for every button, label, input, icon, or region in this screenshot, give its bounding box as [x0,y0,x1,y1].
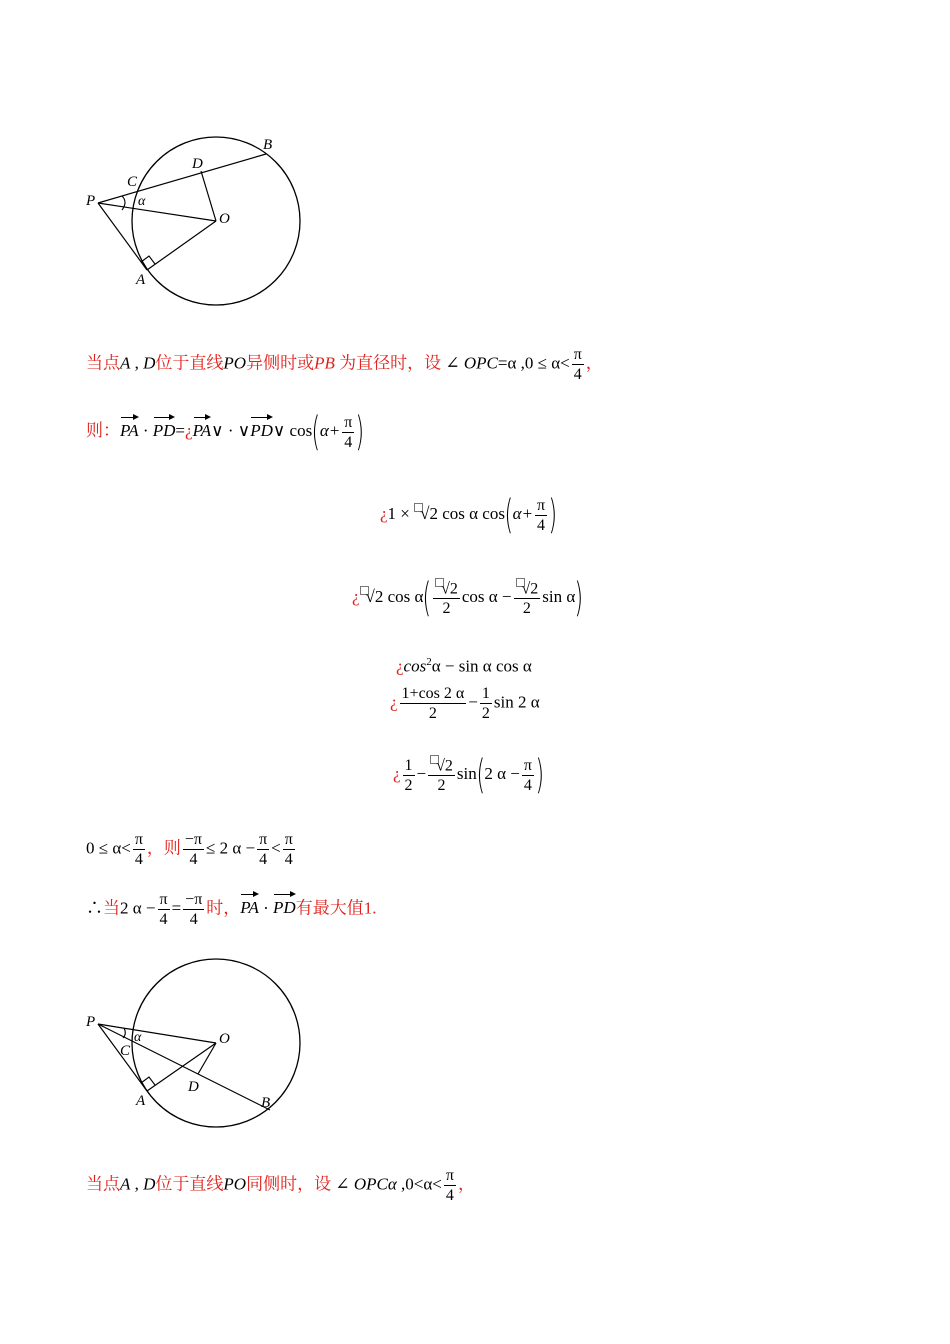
segment-od [201,171,216,221]
label-alpha: α [138,194,146,209]
segment-pb [98,154,266,203]
label-o: O [219,211,230,227]
segment-po [98,203,216,221]
label-p: P [86,193,96,209]
alpha-range: 0 ≤ α< $\frac{\pi}{4}$ ，则 $\frac{-\pi}{4}$ ≤ 2 α − $\frac{\pi}{4}$ < $\frac{\pi}{4}$ [86,831,293,868]
label-alpha: α [134,1030,142,1045]
step-3: ¿$\cos^2\alpha - \sin \alpha$ cos α [396,656,532,676]
segment-ao [147,1043,216,1091]
dot-product-expansion: 则：PA · PD=¿PA∨ · ∨PD∨ cos(α+ $\frac{\pi}{4}$ ) [86,409,365,455]
label-p: P [86,1014,96,1030]
step-5: ¿ $\frac{1}{2}$ − $\frac{√2}{2}$ sin(2 α − $\frac{\pi}{4}$ ) [393,752,545,799]
label-c: C [127,174,138,190]
label-b: B [263,137,273,153]
figure-case-opposite [80,130,320,320]
step-1: ¿1 × √2 cos α cos(α+ $\frac{\pi}{4}$ ) [380,492,558,538]
step-2: ¿ √2 cos α( $\frac{√2}{2}$ cos α − $\frac{√2}{2}$ sin α) [352,575,584,622]
label-c: C [120,1043,131,1059]
segment-ao [147,221,216,270]
segment-pa [98,203,147,270]
conclusion: ∴当2 α − $\frac{\pi}{4}$ = $\frac{-\pi}{4}$ 时，PA · PD有最大值1. [86,891,377,928]
case1-statement: 当点A , D位于直线PO异侧时或PB 为直径时，设 ∠ OPC=α ,0 ≤ α< $\frac{\pi}{4}$ ， [86,346,603,383]
angle-arc [122,196,125,210]
label-d: D [188,1079,199,1095]
case2-statement: 当点A , D位于直线PO同侧时，设 ∠ OPCα ,0<α< $\frac{\pi}{4}$ ， [86,1167,475,1204]
segment-od [198,1043,216,1074]
step-4: ¿ $\frac{1+\cos 2 \alpha}{2}$ − $\frac{1}{2}$ sin 2 α [390,685,540,722]
label-o: O [219,1031,230,1047]
label-b: B [261,1095,271,1111]
label-d: D [192,156,203,172]
figure-case-same-side [80,952,320,1142]
label-a: A [136,1093,146,1109]
label-a: A [136,272,146,288]
